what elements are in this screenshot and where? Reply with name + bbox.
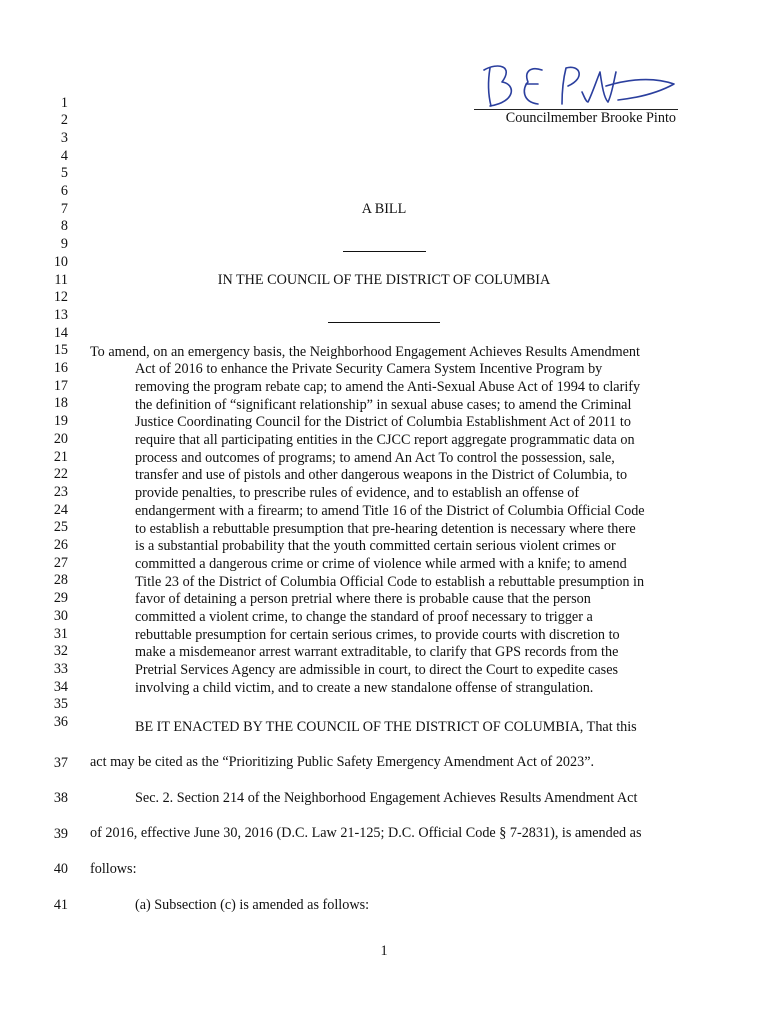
title-line: Pretrial Services Agency are admissible in court, to direct the Court to expedite cases [135, 662, 619, 679]
line-number: 12 [53, 289, 68, 306]
title-line: to establish a rebuttable presumption that pre-hearing detention is necessary where there [135, 520, 636, 537]
short-title-line: act may be cited as the “Prioritizing Public Safety Emergency Amendment Act of 2023”. [90, 754, 595, 770]
enacting-clause: BE IT ENACTED BY THE COUNCIL OF THE DISTRICT OF COLUMBIA, That this [135, 719, 637, 735]
line-number: 5 [60, 165, 68, 182]
heading-rule-1 [343, 251, 426, 252]
title-line: endangerment with a firearm; to amend Title 16 of the District of Columbia Official Code [135, 502, 645, 519]
line-number: 38 [53, 790, 68, 806]
section-2-line-1: Sec. 2. Section 214 of the Neighborhood Engagement Achieves Results Amendment Act [135, 790, 638, 806]
title-line: removing the program rebate cap; to amend the Anti-Sexual Abuse Act of 1994 to clarify [135, 378, 641, 395]
line-number: 1 [60, 94, 68, 111]
title-line: make a misdemeanor arrest warrant extraditable, to clarify that GPS records from the [135, 644, 619, 661]
title-line: provide penalties, to prescribe rules of evidence, and to establish an offense of [135, 485, 580, 502]
line-number: 23 [53, 483, 68, 500]
title-line: process and outcomes of programs; to amend An Act To control the possession, sale, [135, 449, 615, 466]
title-line: is a substantial probability that the youth committed certain serious violent crimes or [135, 538, 616, 555]
council-heading: IN THE COUNCIL OF THE DISTRICT OF COLUMBIA [217, 272, 551, 288]
title-line: Title 23 of the District of Columbia Official Code to establish a rebuttable presumption in [135, 573, 645, 590]
line-number: 7 [60, 200, 68, 217]
line-number: 20 [53, 430, 68, 447]
title-line: involving a child victim, and to create a new standalone offense of strangulation. [135, 679, 594, 696]
title-line: committed a dangerous crime or crime of violence while armed with a knife; to amend [135, 555, 627, 572]
line-number: 14 [53, 324, 68, 341]
title-line: favor of detaining a person pretrial where there is probable cause that the person [135, 591, 591, 608]
title-line: rebuttable presumption for certain serious crimes, to provide courts with discretion to [135, 626, 620, 643]
line-number: 25 [53, 519, 68, 536]
line-number: 13 [53, 306, 68, 323]
subsection-a-line: (a) Subsection (c) is amended as follows: [135, 897, 370, 913]
line-number: 21 [53, 448, 68, 465]
line-number: 28 [53, 572, 68, 589]
line-number: 3 [60, 129, 68, 146]
line-number: 33 [53, 660, 68, 677]
bill-heading: A BILL [361, 201, 407, 217]
line-number: 31 [53, 625, 68, 642]
title-line: To amend, on an emergency basis, the Neighborhood Engagement Achieves Results Amendment [90, 343, 640, 360]
page-number: 1 [380, 943, 388, 959]
line-number: 11 [54, 271, 68, 288]
line-number: 36 [53, 714, 68, 730]
line-number: 19 [53, 413, 68, 430]
line-number: 34 [53, 678, 68, 695]
line-number: 41 [53, 897, 68, 913]
title-line: transfer and use of pistols and other dangerous weapons in the District of Columbia, to [135, 467, 628, 484]
line-number: 30 [53, 607, 68, 624]
line-number: 39 [53, 826, 68, 842]
line-number: 2 [60, 112, 68, 129]
line-number: 26 [53, 537, 68, 553]
line-number: 15 [53, 342, 68, 359]
line-number: 10 [53, 253, 68, 270]
line-number: 16 [53, 360, 68, 376]
section-2-line-2: of 2016, effective June 30, 2016 (D.C. Law 21-125; D.C. Official Code § 7-2831), is amended as [90, 825, 642, 841]
title-line: Justice Coordinating Council for the District of Columbia Establishment Act of 2011 to [135, 414, 631, 431]
line-number: 29 [53, 590, 68, 607]
handwritten-signature [476, 58, 682, 112]
line-number: 32 [53, 643, 68, 660]
heading-rule-2 [328, 322, 440, 323]
line-number: 27 [53, 554, 68, 571]
line-number: 18 [53, 395, 68, 412]
line-number: 9 [60, 236, 68, 253]
line-number: 8 [60, 218, 68, 235]
line-number: 22 [53, 466, 68, 483]
section-2-line-3: follows: [90, 861, 137, 877]
title-line: require that all participating entities in the CJCC report aggregate programmatic data on [135, 432, 635, 448]
line-number: 24 [53, 501, 68, 518]
title-line: committed a violent crime, to change the standard of proof necessary to trigger a [135, 609, 593, 625]
line-number: 40 [53, 861, 68, 877]
line-number: 37 [53, 755, 68, 771]
line-number: 35 [53, 696, 68, 713]
signer-name: Councilmember Brooke Pinto [505, 110, 676, 126]
line-number: 4 [60, 147, 68, 164]
line-number: 6 [60, 183, 68, 199]
line-number: 17 [53, 377, 68, 394]
title-line: the definition of “significant relationship” in sexual abuse cases; to amend the Criminal [135, 396, 632, 413]
title-line: Act of 2016 to enhance the Private Security Camera System Incentive Program by [135, 361, 603, 378]
